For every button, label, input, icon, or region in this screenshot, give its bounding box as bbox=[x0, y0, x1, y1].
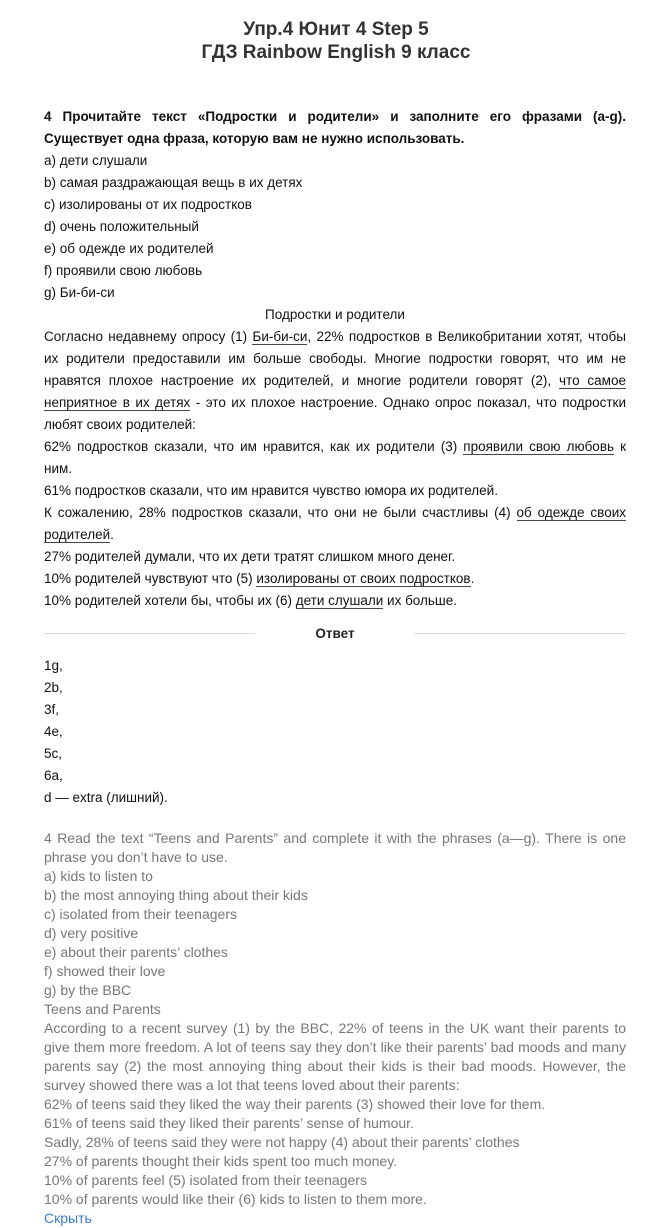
task-russian bbox=[44, 106, 626, 612]
text-paragraph-3: 61% подростков сказали, что им нравится чувство юмора их родителей. bbox=[44, 483, 498, 498]
underlined-answer-1: Би-би-си bbox=[252, 329, 308, 344]
text-title: Подростки и родители bbox=[265, 307, 405, 322]
text-paragraph-4: К сожалению, 28% подростков сказали, что они не были счастливы (4) об одежде своих родителей. bbox=[44, 505, 626, 542]
divider-line-right bbox=[415, 633, 626, 634]
answers-list bbox=[44, 655, 626, 809]
answer-item: 3f, bbox=[44, 702, 60, 717]
divider-line-left bbox=[44, 633, 255, 634]
english-option-e: e) about their parents’ clothes bbox=[44, 944, 228, 960]
english-option-a: a) kids to listen to bbox=[44, 868, 153, 884]
underlined-answer-6: дети слушали bbox=[295, 593, 384, 608]
english-option-b: b) the most annoying thing about their kids bbox=[44, 887, 308, 903]
option-e: e) об одежде их родителей bbox=[44, 241, 214, 256]
text-paragraph-2: 62% подростков сказали, что им нравится, как их родители (3) проявили свою любовь к ним. bbox=[44, 439, 626, 476]
answer-heading: Ответ bbox=[315, 626, 355, 641]
underlined-answer-4: об одежде своих родителей bbox=[44, 505, 626, 542]
english-intro: 4 Read the text “Teens and Parents” and complete it with the phrases (a—g). There is one phrase you don’t have to use. bbox=[44, 830, 626, 865]
option-c: c) изолированы от их подростков bbox=[44, 197, 252, 212]
text-paragraph-6: 10% родителей чувствуют что (5) изолированы от своих подростков. bbox=[44, 571, 475, 586]
english-paragraph-5: 27% of parents thought their kids spent too much money. bbox=[44, 1153, 398, 1169]
english-option-g: g) by the BBC bbox=[44, 982, 132, 998]
answer-item: 2b, bbox=[44, 680, 63, 695]
option-d: d) очень положительный bbox=[44, 219, 199, 234]
text-paragraph-5: 27% родителей думали, что их дети тратят слишком много денег. bbox=[44, 549, 456, 564]
answer-divider bbox=[44, 626, 626, 641]
answer-item: 5c, bbox=[44, 746, 63, 761]
title-line-1: Упр.4 Юнит 4 Step 5 bbox=[243, 19, 429, 40]
english-text-title: Teens and Parents bbox=[44, 1001, 161, 1017]
answer-item: 1g, bbox=[44, 658, 63, 673]
option-a: a) дети слушали bbox=[44, 153, 148, 168]
underlined-answer-5: изолированы от своих подростков bbox=[256, 571, 471, 586]
english-option-c: c) isolated from their teenagers bbox=[44, 906, 237, 922]
page-title bbox=[0, 0, 672, 64]
option-b: b) самая раздражающая вещь в их детях bbox=[44, 175, 303, 190]
english-paragraph-7: 10% of parents would like their (6) kids to listen to them more. bbox=[44, 1191, 427, 1207]
answer-item: 4e, bbox=[44, 724, 63, 739]
answer-item: 6a, bbox=[44, 768, 63, 783]
option-f: f) проявили свою любовь bbox=[44, 263, 203, 278]
task-intro: 4 Прочитайте текст «Подростки и родители» и заполните его фразами (a-g). Существует одна фраза, которую вам не нужно использовать. bbox=[44, 109, 626, 146]
english-paragraph-2: 62% of teens said they liked the way their parents (3) showed their love for them. bbox=[44, 1096, 546, 1112]
underlined-answer-2: что самое неприятное в их детях bbox=[44, 373, 626, 410]
hide-link[interactable]: Скрыть bbox=[44, 1210, 92, 1226]
task-english bbox=[44, 829, 626, 1228]
english-option-f: f) showed their love bbox=[44, 963, 166, 979]
underlined-answer-3: проявили свою любовь bbox=[463, 439, 615, 454]
english-paragraph-3: 61% of teens said they liked their parents’ sense of humour. bbox=[44, 1115, 414, 1131]
title-line-2: ГДЗ Rainbow English 9 класс bbox=[201, 42, 471, 63]
text-paragraph-1: Согласно недавнему опросу (1) Би-би-си, 22% подростков в Великобритании хотят, чтобы их родители предоставили им больше свободы. Многие подростки говорят, что им не нравятся плохое настроение их родителей, и многие родители говорят (2), что самое неприятное в их детях - это их плохое настроение. Однако опрос показал, что подростки любят своих родителей: bbox=[44, 329, 626, 432]
english-paragraph-6: 10% of parents feel (5) isolated from their teenagers bbox=[44, 1172, 367, 1188]
answer-item: d — extra (лишний). bbox=[44, 790, 168, 805]
english-paragraph-1: According to a recent survey (1) by the BBC, 22% of teens in the UK want their parents to give them more freedom. A lot of teens say they don’t like their parents’ bad moods and many parents say (2) the most annoying thing about their kids is their bad moods. However, the survey showed there was a lot that teens loved about their parents: bbox=[44, 1020, 626, 1093]
text-paragraph-7: 10% родителей хотели бы, чтобы их (6) дети слушали их больше. bbox=[44, 593, 458, 608]
english-paragraph-4: Sadly, 28% of teens said they were not happy (4) about their parents’ clothes bbox=[44, 1134, 520, 1150]
option-g: g) Би-би-си bbox=[44, 285, 115, 300]
english-option-d: d) very positive bbox=[44, 925, 139, 941]
